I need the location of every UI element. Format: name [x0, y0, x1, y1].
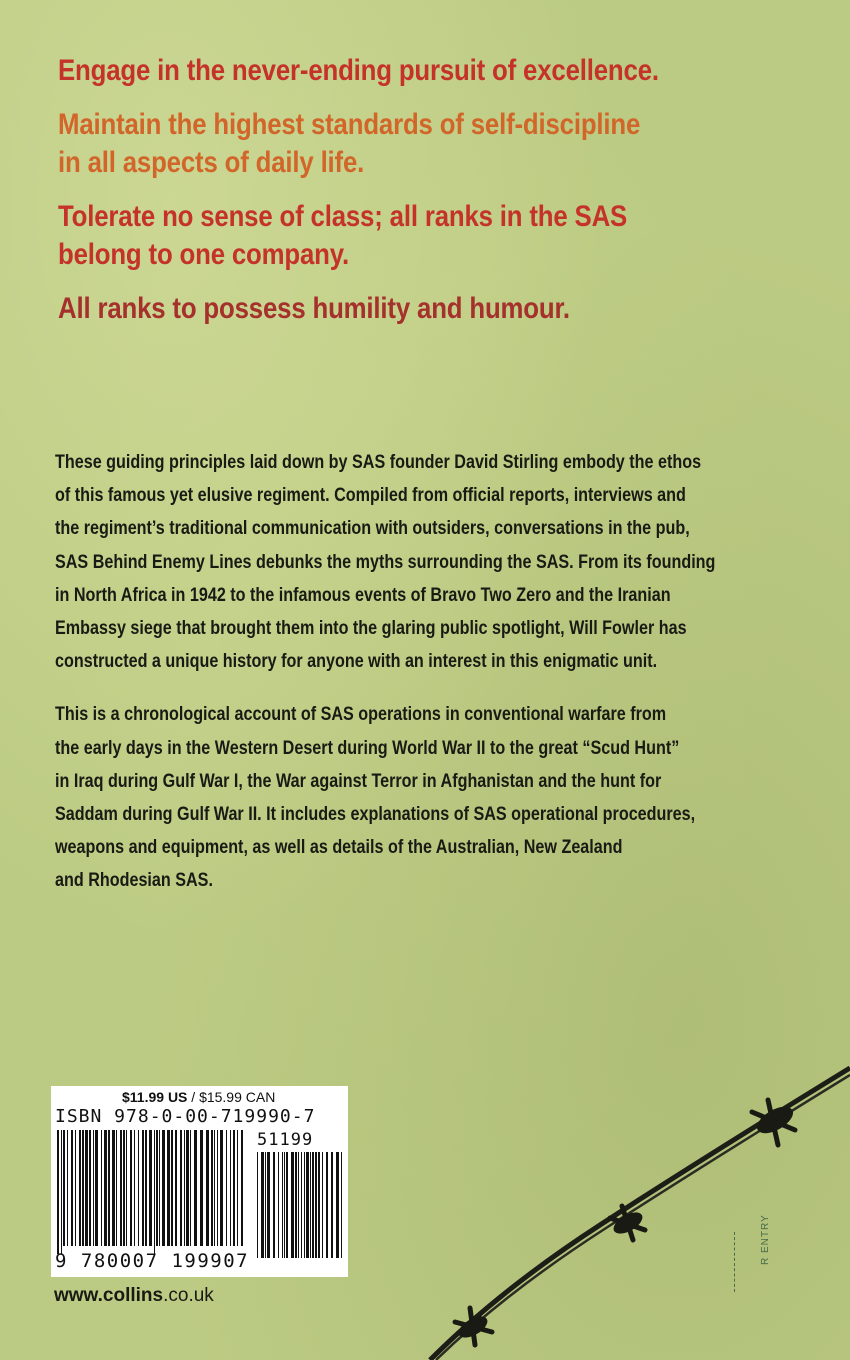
blurb-paragraph-2: [55, 698, 803, 897]
barcode-bar: [85, 1130, 88, 1246]
barcode-bar: [310, 1152, 311, 1258]
barcode-bar: [326, 1152, 328, 1258]
barcode-bar: [61, 1130, 62, 1254]
barcode-bar: [233, 1130, 235, 1246]
barcode-bar: [194, 1130, 197, 1246]
isbn-text: ISBN 978-0-00-719990-7: [55, 1106, 316, 1127]
barcode-bar: [298, 1152, 299, 1258]
barcode-bar: [226, 1130, 227, 1246]
blurb-line: the regiment’s traditional communication with outsiders, conversations in the pub,: [55, 518, 690, 540]
dashed-rule: [734, 1232, 735, 1292]
blurb-line: in Iraq during Gulf War I, the War against Terror in Afghanistan and the hunt for: [55, 770, 662, 792]
blurb-line: Saddam during Gulf War II. It includes explanations of SAS operational procedures,: [55, 804, 696, 826]
blurb-line: This is a chronological account of SAS operations in conventional warfare from: [55, 704, 667, 726]
barcode-panel: [51, 1086, 348, 1277]
barcode-bar: [154, 1130, 155, 1254]
barcode-bar: [134, 1130, 135, 1246]
price-us: $11.99 US: [122, 1089, 188, 1105]
addon-number: 51199: [257, 1130, 314, 1150]
blurb-line: and Rhodesian SAS.: [55, 870, 213, 892]
barcode-bar: [126, 1130, 127, 1246]
blurb-line: in North Africa in 1942 to the infamous events of Bravo Two Zero and the Iranian: [55, 584, 671, 606]
barcode-digits: 9 780007 199907: [55, 1250, 250, 1272]
barcode-bar: [315, 1152, 317, 1258]
barcode-bar: [95, 1130, 98, 1246]
principle-self-discipline-line2: in all aspects of daily life.: [58, 146, 365, 179]
barcode-bar: [306, 1152, 309, 1258]
barcode-bar: [284, 1152, 285, 1258]
blurb-line: weapons and equipment, as well as details of the Australian, New Zealand: [55, 837, 623, 859]
principle-no-class-line2: belong to one company.: [58, 238, 350, 271]
url-prefix: www.: [54, 1285, 103, 1306]
barcode-bar: [149, 1130, 152, 1246]
barcode-bar: [138, 1130, 139, 1246]
blurb-line: constructed a unique history for anyone with an interest in this enigmatic unit.: [55, 651, 658, 673]
barcode-bar: [214, 1130, 215, 1246]
barcode-bar: [322, 1152, 323, 1258]
barcode-bar: [57, 1130, 59, 1254]
barcode-bar: [101, 1130, 102, 1246]
barcode-bar: [291, 1152, 294, 1258]
barcode-bar: [217, 1130, 218, 1246]
barcode-bar: [63, 1130, 65, 1246]
barcode-bar: [211, 1130, 213, 1246]
principle-excellence: Engage in the never-ending pursuit of excellence.: [58, 54, 659, 87]
barcode-bar: [93, 1130, 94, 1246]
blurb-line: Embassy siege that brought them into the glaring public spotlight, Will Fowler has: [55, 618, 687, 640]
barcode-bar: [79, 1130, 81, 1246]
barcode-bar: [175, 1130, 177, 1246]
barcode-bar: [184, 1130, 185, 1246]
barcode-bar: [180, 1130, 182, 1246]
blurb-line: of this famous yet elusive regiment. Compiled from official reports, interviews and: [55, 485, 686, 507]
barcode-bar: [261, 1152, 264, 1258]
principles-block: [58, 52, 712, 328]
barcode-bar: [278, 1152, 279, 1258]
barcode-bar: [190, 1130, 191, 1246]
price-separator: /: [187, 1089, 200, 1105]
principle-no-class-line1: Tolerate no sense of class; all ranks in the SAS: [58, 200, 628, 233]
barcode-bar: [108, 1130, 110, 1246]
url-suffix: .co.uk: [163, 1285, 214, 1306]
barcode-bar: [257, 1152, 258, 1258]
barcode-bar: [123, 1130, 125, 1246]
barcode-bar: [167, 1130, 170, 1246]
barcode-bar: [75, 1130, 76, 1246]
barcode-bar: [130, 1130, 132, 1246]
barcode-bar: [273, 1152, 275, 1258]
barcode-bar: [186, 1130, 189, 1246]
barcode-bar: [120, 1130, 122, 1246]
barcode-bar: [331, 1152, 333, 1258]
barcode-bar: [200, 1130, 203, 1246]
barcode-bar: [171, 1130, 173, 1246]
barcode-bar: [67, 1130, 68, 1246]
blurb-line: the early days in the Western Desert during World War II to the great “Scud Hunt”: [55, 737, 680, 759]
barcode-bar: [142, 1130, 144, 1246]
barcode-bar: [336, 1152, 339, 1258]
barcode-bar: [89, 1130, 91, 1246]
spine-code: R ENTRY: [760, 1214, 771, 1265]
barcode-bar: [301, 1152, 302, 1258]
barcode-bar: [295, 1152, 297, 1258]
principle-humility: All ranks to possess humility and humour.: [58, 292, 570, 325]
blurb-line: These guiding principles laid down by SAS founder David Stirling embody the ethos: [55, 452, 702, 473]
barcode-bar: [162, 1130, 165, 1246]
barcode-bar: [112, 1130, 115, 1246]
barcode-bar: [267, 1152, 270, 1258]
barcode-bar: [237, 1130, 238, 1246]
publisher-website: [54, 1285, 214, 1307]
barcode-bar: [82, 1130, 84, 1246]
price-can: $15.99 CAN: [199, 1089, 276, 1105]
blurb-paragraph-1: [55, 446, 803, 678]
barcode-icon: [51, 1086, 348, 1277]
blurb-line: SAS Behind Enemy Lines debunks the myths surrounding the SAS. From its founding: [55, 551, 716, 573]
barcode-bar: [265, 1152, 266, 1258]
barcode-bar: [304, 1152, 305, 1258]
barcode-bar: [286, 1152, 288, 1258]
barcode-bar: [318, 1152, 320, 1258]
blurb: [55, 446, 803, 898]
barcode-bar: [71, 1130, 73, 1246]
barcode-bar: [230, 1130, 231, 1246]
barcode-bar: [159, 1130, 160, 1246]
barcode-bar: [104, 1130, 107, 1246]
url-brand: collins: [102, 1285, 164, 1306]
barcode-bar: [282, 1152, 283, 1258]
barcode-bar: [145, 1130, 147, 1246]
barcode-bar: [116, 1130, 117, 1246]
principle-self-discipline-line1: Maintain the highest standards of self-discipline: [58, 108, 641, 141]
barcode-bar: [156, 1130, 158, 1246]
barcode-bar: [312, 1152, 314, 1258]
barcode-bar: [241, 1130, 243, 1246]
barcode-bar: [206, 1130, 209, 1246]
barcode-bar: [341, 1152, 342, 1258]
barcode-bar: [220, 1130, 223, 1246]
